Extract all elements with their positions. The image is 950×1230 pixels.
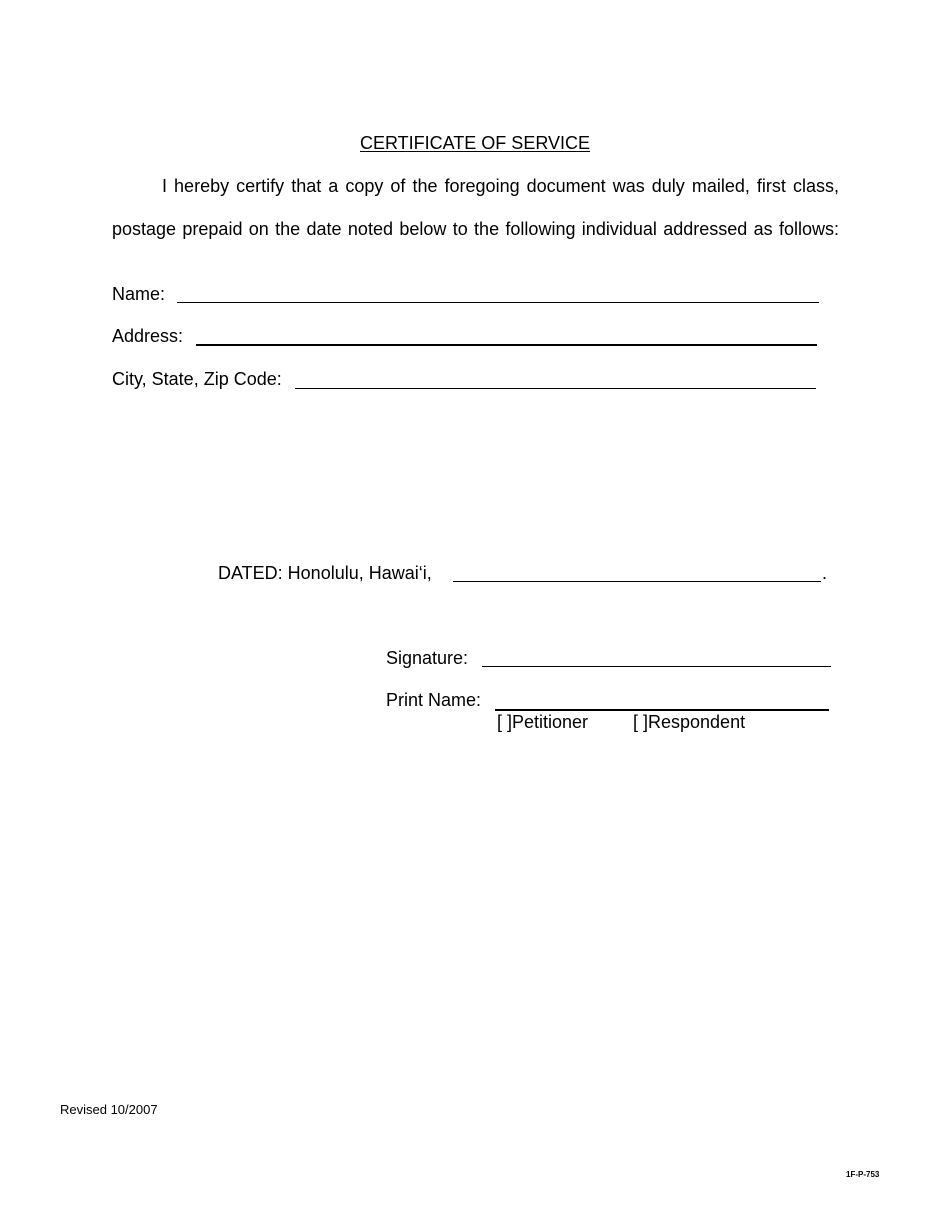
dated-label: DATED: Honolulu, Hawai‘i, [218, 563, 432, 583]
city-state-zip-label: City, State, Zip Code: [112, 369, 282, 389]
address-label: Address: [112, 326, 184, 346]
form-code: 1F-P-753 [846, 1170, 880, 1179]
print-name-field[interactable] [495, 709, 829, 711]
title-text: CERTIFICATE OF SERVICE [359, 133, 591, 153]
print-name-label: Print Name: [386, 690, 482, 710]
respondent-checkbox[interactable]: [ ]Respondent [633, 712, 746, 732]
dated-period: . [822, 563, 828, 583]
page-title [0, 133, 950, 154]
city-state-zip-field[interactable] [295, 388, 816, 389]
certification-line-1: I hereby certify that a copy of the foregoing document was duly mailed, first class, [162, 176, 839, 196]
certification-line-2: postage prepaid on the date noted below to the following individual addressed as follows: [112, 219, 839, 239]
revised-date: Revised 10/2007 [60, 1102, 158, 1117]
signature-field[interactable] [482, 666, 831, 667]
dated-field[interactable] [453, 581, 821, 582]
signature-label: Signature: [386, 648, 469, 668]
name-field[interactable] [177, 302, 819, 303]
name-label: Name: [112, 284, 166, 304]
address-field[interactable] [196, 344, 817, 346]
petitioner-checkbox[interactable]: [ ]Petitioner [497, 712, 589, 732]
